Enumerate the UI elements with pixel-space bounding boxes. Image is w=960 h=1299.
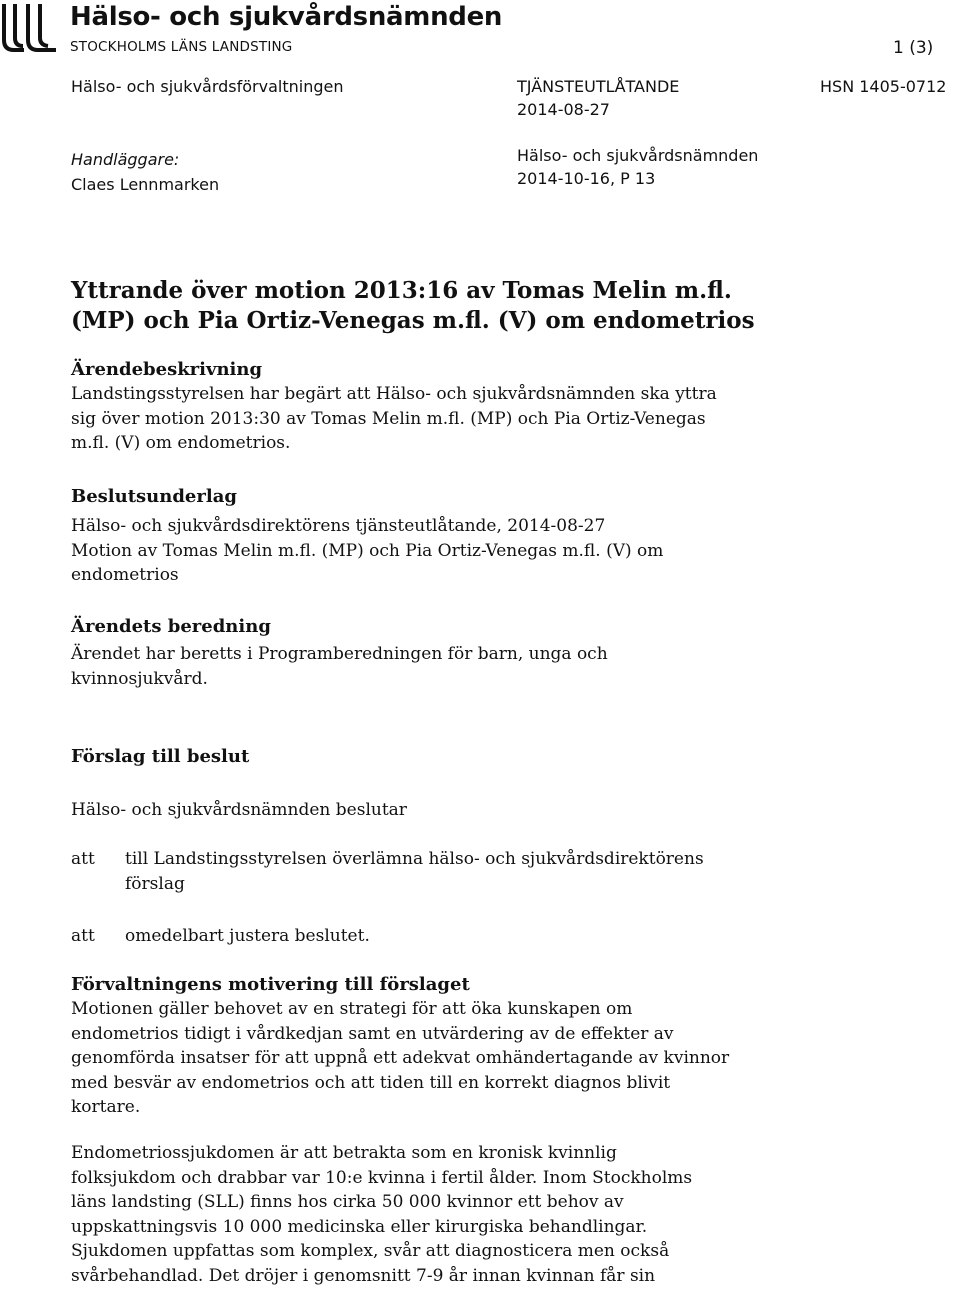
- page-number: 1 (3): [893, 38, 934, 58]
- proposal-item-marker: att: [71, 849, 95, 869]
- text-line: till Landstingsstyrelsen överlämna hälso- och sjukvårdsdirektörens: [125, 849, 704, 869]
- org-name: Hälso- och sjukvårdsnämnden: [70, 2, 503, 32]
- text-line: genomförda insatser för att uppnå ett adekvat omhändertagande av kvinnor: [71, 1048, 730, 1068]
- document-id: HSN 1405-0712: [820, 77, 947, 96]
- title-line: (MP) och Pia Ortiz-Venegas m.fl. (V) om endometrios: [71, 307, 755, 334]
- text-line: sig över motion 2013:30 av Tomas Melin m.fl. (MP) och Pia Ortiz-Venegas: [71, 408, 706, 429]
- document-type: TJÄNSTEUTLÅTANDE: [517, 77, 680, 96]
- org-subtitle: STOCKHOLMS LÄNS LANDSTING: [70, 39, 293, 55]
- title-line: Yttrande över motion 2013:16 av Tomas Melin m.fl.: [71, 277, 732, 304]
- text-line: m.fl. (V) om endometrios.: [71, 433, 291, 453]
- document-title: [71, 276, 851, 336]
- section-heading-basis: Beslutsunderlag: [71, 486, 237, 507]
- text-line: Motion av Tomas Melin m.fl. (MP) och Pia Ortiz-Venegas m.fl. (V) om: [71, 540, 664, 561]
- proposal-item-text: [125, 924, 370, 949]
- meeting-ref: 2014-10-16, P 13: [517, 169, 656, 188]
- text-line: uppskattningsvis 10 000 medicinska eller kirurgiska behandlingar.: [71, 1216, 648, 1237]
- text-line: Motionen gäller behovet av en strategi för att öka kunskapen om: [71, 999, 633, 1019]
- text-line: folksjukdom och drabbar var 10:e kvinna i fertil ålder. Inom Stockholms: [71, 1167, 693, 1188]
- text-line: endometrios tidigt i vårdkedjan samt en utvärdering av de effekter av: [71, 1023, 674, 1044]
- text-line: svårbehandlad. Det dröjer i genomsnitt 7-9 år innan kvinnan får sin: [71, 1265, 656, 1286]
- preparation-text: [71, 642, 608, 691]
- text-line: kvinnosjukvård.: [71, 668, 208, 689]
- text-line: med besvär av endometrios och att tiden till en korrekt diagnos blivit: [71, 1072, 671, 1093]
- text-line: Endometriossjukdomen är att betrakta som en kronisk kvinnlig: [71, 1143, 617, 1163]
- section-heading-preparation: Ärendets beredning: [71, 616, 271, 637]
- text-line: läns landsting (SLL) finns hos cirka 50 000 kvinnor ett behov av: [71, 1192, 624, 1212]
- section-heading-proposal: Förslag till beslut: [71, 746, 250, 767]
- section-heading-description: Ärendebeskrivning: [71, 359, 263, 380]
- department: Hälso- och sjukvårdsförvaltningen: [71, 77, 344, 96]
- handler-name: Claes Lennmarken: [71, 175, 220, 194]
- text-line: Ärendet har beretts i Programberedningen för barn, unga och: [71, 644, 608, 664]
- proposal-intro: Hälso- och sjukvårdsnämnden beslutar: [71, 800, 407, 820]
- text-line: Landstingsstyrelsen har begärt att Hälso- och sjukvårdsnämnden ska yttra: [71, 384, 717, 404]
- proposal-item-text: [125, 847, 704, 896]
- motivation-paragraph-1: [71, 997, 729, 1120]
- motivation-paragraph-2: [71, 1141, 692, 1288]
- basis-text: [71, 514, 663, 588]
- text-line: omedelbart justera beslutet.: [125, 926, 370, 946]
- board-name: Hälso- och sjukvårdsnämnden: [517, 146, 759, 165]
- text-line: kortare.: [71, 1097, 141, 1117]
- text-line: Sjukdomen uppfattas som komplex, svår att diagnosticera men också: [71, 1241, 670, 1261]
- description-text: [71, 382, 717, 456]
- text-line: Hälso- och sjukvårdsdirektörens tjänsteutlåtande, 2014-08-27: [71, 516, 606, 536]
- document-date: 2014-08-27: [517, 100, 610, 119]
- section-heading-motivation: Förvaltningens motivering till förslaget: [71, 974, 470, 995]
- text-line: förslag: [125, 873, 185, 894]
- proposal-item-marker: att: [71, 926, 95, 946]
- handler-label: Handläggare:: [71, 150, 180, 169]
- sll-logo-icon: [0, 2, 58, 54]
- text-line: endometrios: [71, 565, 179, 585]
